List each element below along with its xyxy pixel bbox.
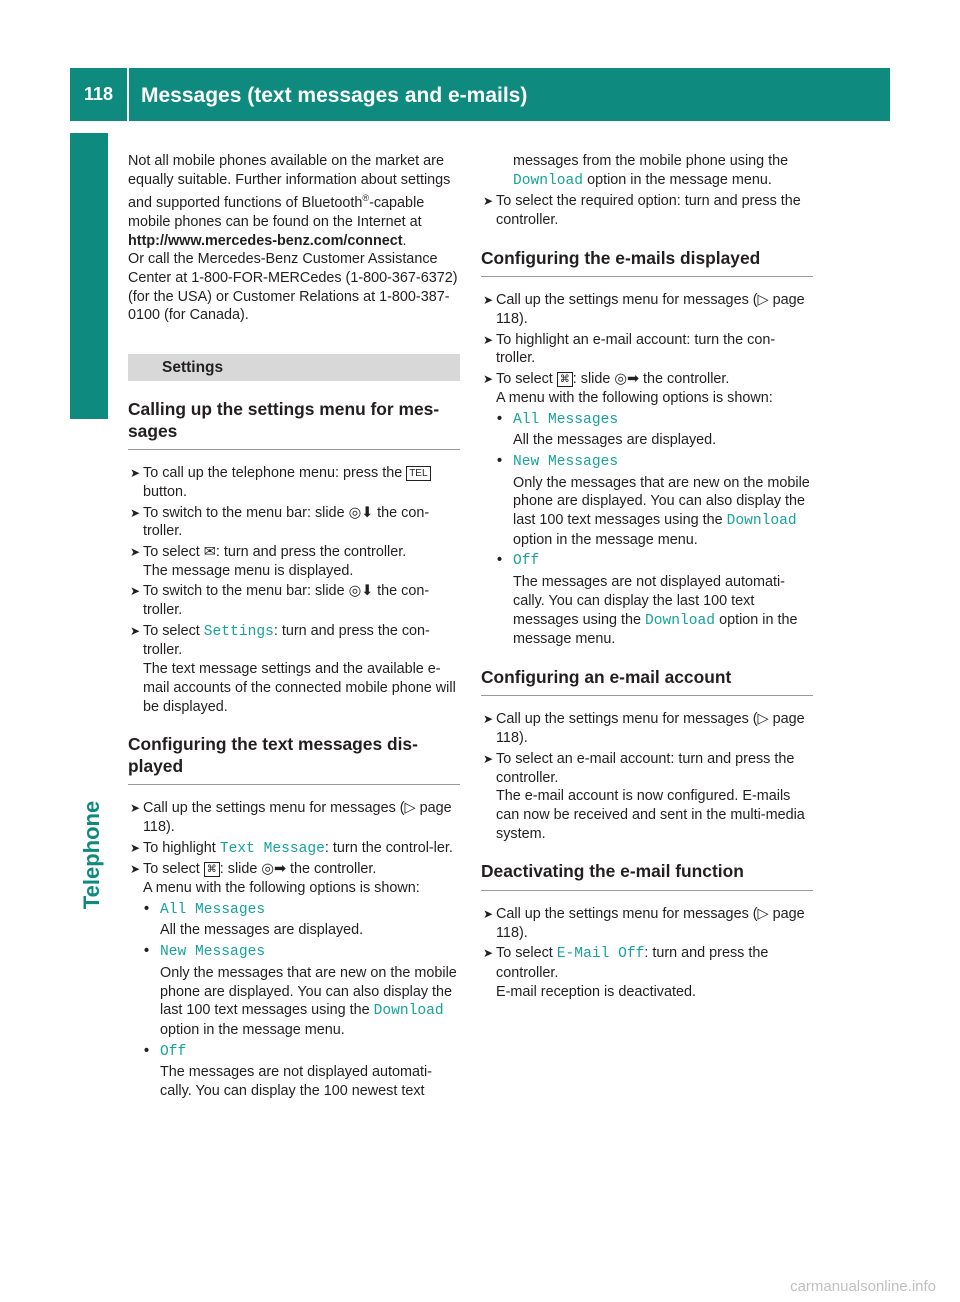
watermark: carmanualsonline.info xyxy=(790,1278,936,1295)
step: ➤ To select E-Mail Off: turn and press the controller. E-mail reception is deactivated. xyxy=(483,945,769,1000)
step: ➤ To call up the telephone menu: press the TEL button. xyxy=(128,464,460,501)
step: ➤ Call up the settings menu for messages (▷ page 118). xyxy=(483,292,805,328)
step: ➤ To highlight Text Message: turn the control-ler. xyxy=(130,839,453,857)
text-steps xyxy=(128,799,460,1101)
option-item: • All Messages All the messages are displayed. xyxy=(497,410,717,449)
arrow-icon: ➤ xyxy=(130,623,141,638)
step: ➤ Call up the settings menu for messages (▷ page 118). xyxy=(483,711,805,747)
heading-account: Configuring an e-mail account xyxy=(481,667,813,697)
step: ➤ To select ⌘ : slide ◎➡ the controller. A menu with the following options is shown: xyxy=(483,371,773,406)
deactivate-steps xyxy=(481,905,813,1002)
arrow-icon: ➤ xyxy=(483,372,494,387)
menu-item-settings: Settings xyxy=(203,623,274,640)
arrow-icon: ➤ xyxy=(483,946,494,961)
intro-paragraph: Not all mobile phones available on the market are equally suitable. Further information about settings and supported functions of Bluetooth®-capable mobile phones can be found on the Internet at http://www.mercedes-benz.com/connect. xyxy=(128,153,451,249)
call-paragraph: Or call the Mercedes-Benz Customer Assistance Center at 1-800-FOR-MERCedes (1-800-367-6372) (for the USA) or Customer Relations at 1-800-387-0100 (for Canada). xyxy=(128,251,458,324)
step: ➤ To select ⌘ : slide ◎➡ the controller. A menu with the following options is shown: xyxy=(130,861,420,897)
left-column xyxy=(128,152,460,1101)
options-icon: ⌘ xyxy=(557,372,573,387)
arrow-icon: ➤ xyxy=(483,293,494,308)
calling-steps xyxy=(128,464,460,716)
arrow-icon: ➤ xyxy=(483,712,494,727)
account-steps xyxy=(481,710,813,843)
settings-section-box: Settings xyxy=(128,354,460,381)
arrow-icon: ➤ xyxy=(130,840,141,855)
side-tab xyxy=(72,760,112,950)
arrow-icon: ➤ xyxy=(130,801,141,816)
step: ➤ Call up the settings menu for messages (▷ page 118). xyxy=(483,905,805,941)
step: ➤ To select an e-mail account: turn and press the controller. The e-mail account is now configured. E-mails can now be received and sent in the multi-media system. xyxy=(483,750,805,842)
step: ➤ Call up the settings menu for messages (▷ page 118). xyxy=(130,800,452,835)
arrow-icon: ➤ xyxy=(130,584,141,599)
option-item: • All Messages All the messages are displayed. xyxy=(144,900,364,939)
page-title: Messages (text messages and e-mails) xyxy=(141,84,528,107)
continued-text: messages from the mobile phone using the Download option in the message menu. xyxy=(513,153,789,189)
option-item: • New Messages Only the messages that are new on the mobile phone are displayed. You can also display the last 100 text messages using the Download option in the message menu. xyxy=(497,452,810,548)
step: ➤ To switch to the menu bar: slide ◎⬇ the con-troller. xyxy=(130,504,430,540)
side-tab-label: Telephone xyxy=(79,800,104,910)
arrow-icon: ➤ xyxy=(483,194,494,209)
step: ➤ To select ✉: turn and press the controller. The message menu is displayed. xyxy=(130,543,407,579)
page-number: 118 xyxy=(83,84,114,104)
envelope-icon: ✉ xyxy=(203,543,216,560)
step: ➤ To select the required option: turn and press the controller. xyxy=(483,193,801,229)
tel-button-icon: TEL xyxy=(406,466,430,481)
arrow-icon: ➤ xyxy=(483,751,494,766)
step: ➤ To select Settings: turn and press the con-troller. The text message settings and the available e-mail accounts of the connected mobile phone will be displayed. xyxy=(130,622,456,715)
header-divider xyxy=(127,68,129,121)
right-column xyxy=(481,152,813,1001)
side-tab-marker xyxy=(70,133,108,419)
step: ➤ To switch to the menu bar: slide ◎⬇ the con-troller. xyxy=(130,583,430,619)
connect-url[interactable]: http://www.mercedes-benz.com/connect xyxy=(128,232,403,249)
step: ➤ To highlight an e-mail account: turn the con-troller. xyxy=(483,331,776,367)
arrow-icon: ➤ xyxy=(130,466,141,481)
arrow-icon: ➤ xyxy=(483,906,494,921)
heading-config-text: Configuring the text messages dis-played xyxy=(128,734,460,785)
option-item: • Off The messages are not displayed automati-cally. You can display the last 100 text messages using the Download option in the message menu. xyxy=(497,552,798,648)
menu-item-email-off: E-Mail Off xyxy=(556,946,645,963)
arrow-icon: ➤ xyxy=(130,544,141,559)
heading-config-email: Configuring the e-mails displayed xyxy=(481,248,813,278)
heading-deactivate: Deactivating the e-mail function xyxy=(481,861,813,891)
arrow-icon: ➤ xyxy=(483,332,494,347)
heading-calling: Calling up the settings menu for mes-sages xyxy=(128,399,460,450)
option-item: • New Messages Only the messages that are new on the mobile phone are displayed. You can also display the last 100 text messages using the Download option in the message menu. xyxy=(144,943,457,1038)
email-steps xyxy=(481,291,813,649)
menu-item-text-message: Text Message xyxy=(219,840,325,857)
option-item: • Off The messages are not displayed automati-cally. You can display the 100 newest text xyxy=(144,1042,432,1100)
arrow-icon: ➤ xyxy=(130,862,141,877)
arrow-icon: ➤ xyxy=(130,505,141,520)
options-icon: ⌘ xyxy=(204,862,220,877)
